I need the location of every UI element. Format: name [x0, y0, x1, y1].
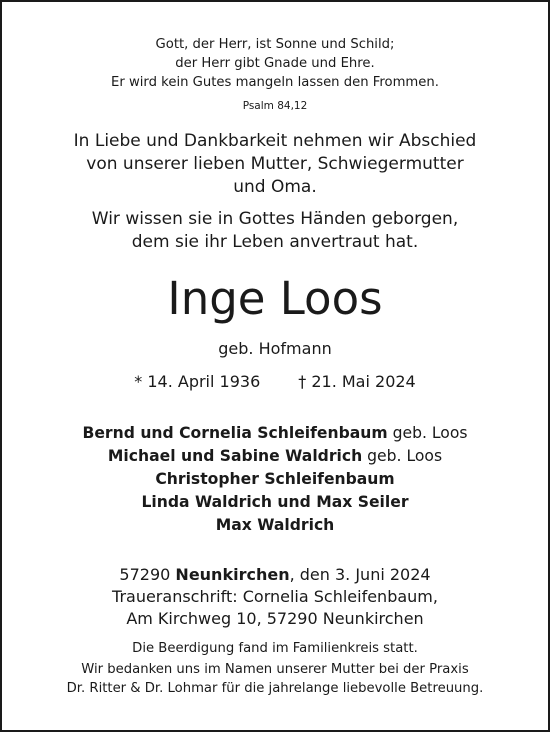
mourning-address — [2, 586, 548, 630]
notice-date: , den 3. Juni 2024 — [289, 565, 431, 584]
mourners-list — [2, 422, 548, 537]
mourner-suffix: geb. Loos — [387, 424, 468, 442]
faith-text — [2, 208, 548, 254]
mourner-line — [2, 468, 548, 491]
maiden-name: geb. Hofmann — [218, 339, 332, 358]
mourner-line — [2, 514, 548, 537]
verse-line-3: Er wird kein Gutes mangeln lassen den Frommen. — [111, 75, 439, 90]
life-dates — [2, 372, 548, 392]
mourner-name: Max Waldrich — [215, 516, 335, 534]
faith-line-1: Wir wissen sie in Gottes Händen geborgen, — [91, 209, 459, 229]
address-line-1: Traueranschrift: Cornelia Schleifenbaum, — [112, 587, 438, 606]
address-line-2: Am Kirchweg 10, 57290 Neunkirchen — [126, 609, 424, 628]
birth-date: * 14. April 1936 — [134, 372, 261, 391]
verse-source-text: Psalm 84,12 — [242, 100, 308, 112]
mourner-name: Christopher Schleifenbaum — [155, 470, 395, 488]
verse-line-2: der Herr gibt Gnade und Ehre. — [175, 56, 375, 71]
faith-line-2: dem sie ihr Leben anvertraut hat. — [131, 232, 419, 252]
mourner-name: Bernd und Cornelia Schleifenbaum — [82, 424, 388, 442]
death-date: † 21. Mai 2024 — [298, 372, 416, 391]
place-zip: 57290 — [119, 565, 171, 584]
deceased-name: Inge Loos — [167, 272, 383, 325]
mourner-suffix: geb. Loos — [362, 447, 443, 465]
farewell-line-1: In Liebe und Dankbarkeit nehmen wir Abschied — [73, 131, 477, 151]
mourner-name: Michael und Sabine Waldrich — [107, 447, 363, 465]
mourner-name: Linda Waldrich und Max Seiler — [141, 493, 409, 511]
place-and-date — [2, 564, 548, 586]
mourner-line — [2, 491, 548, 514]
verse-source — [2, 99, 548, 113]
farewell-text — [2, 130, 548, 199]
thanks-note — [2, 660, 548, 698]
thanks-line-2: Dr. Ritter & Dr. Lohmar für die jahrelange liebevolle Betreuung. — [66, 681, 484, 696]
place-city: Neunkirchen — [175, 565, 290, 584]
mourner-line — [2, 445, 548, 468]
thanks-line-1: Wir bedanken uns im Namen unserer Mutter bei der Praxis — [81, 662, 469, 677]
farewell-line-3: und Oma. — [233, 177, 317, 197]
bible-verse — [2, 35, 548, 92]
verse-line-1: Gott, der Herr, ist Sonne und Schild; — [155, 37, 395, 52]
burial-note: Die Beerdigung fand im Familienkreis statt. — [132, 641, 418, 656]
mourner-line — [2, 422, 548, 445]
farewell-line-2: von unserer lieben Mutter, Schwiegermutter — [86, 154, 464, 174]
